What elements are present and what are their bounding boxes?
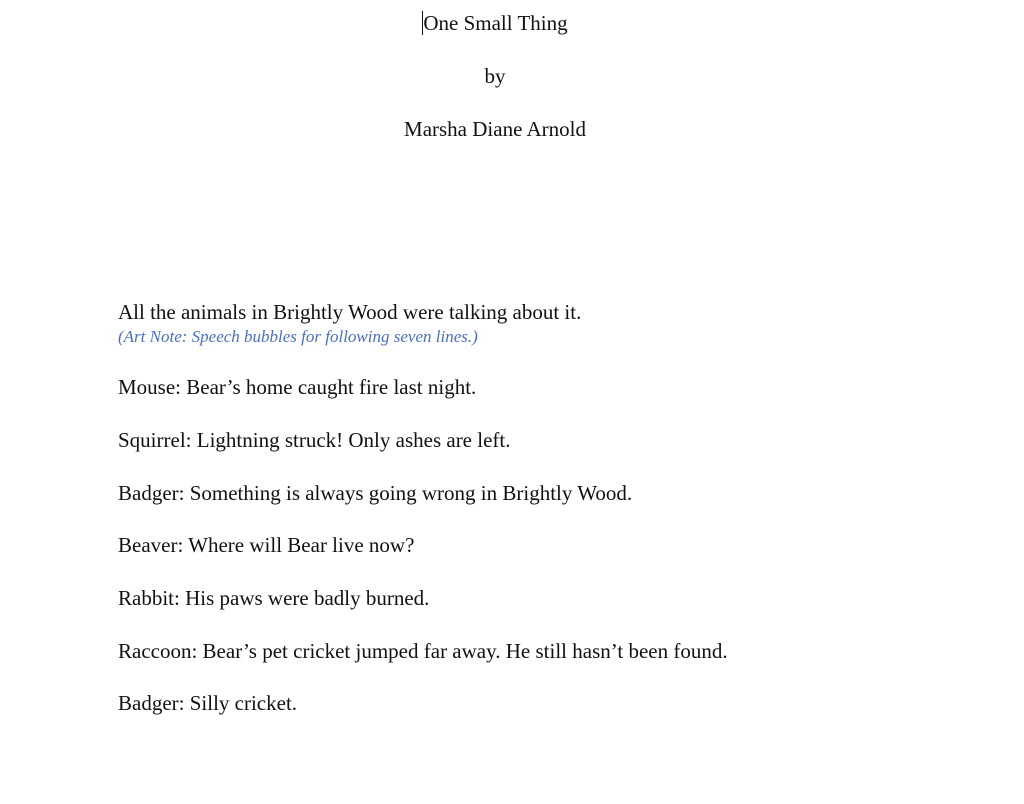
dialogue-line-squirrel[interactable]: Squirrel: Lightning struck! Only ashes are left. [118,428,511,452]
byline[interactable]: by [484,64,506,88]
dialogue-line-badger[interactable]: Badger: Something is always going wrong in Brightly Wood. [118,481,633,505]
dialogue-line-beaver[interactable]: Beaver: Where will Bear live now? [118,533,415,557]
intro-paragraph[interactable]: All the animals in Brightly Wood were talking about it. [118,300,582,324]
dialogue-line-mouse[interactable]: Mouse: Bear’s home caught fire last night. [118,375,477,399]
art-note[interactable]: (Art Note: Speech bubbles for following seven lines.) [118,327,478,346]
author-name[interactable]: Marsha Diane Arnold [404,117,586,141]
dialogue-line-badger-2[interactable]: Badger: Silly cricket. [118,691,298,715]
story-title[interactable]: One Small Thing [423,11,568,35]
dialogue-line-rabbit[interactable]: Rabbit: His paws were badly burned. [118,586,430,610]
story-title-line[interactable] [0,11,990,35]
dialogue-line-raccoon[interactable]: Raccoon: Bear’s pet cricket jumped far away. He still hasn’t been found. [118,639,728,663]
